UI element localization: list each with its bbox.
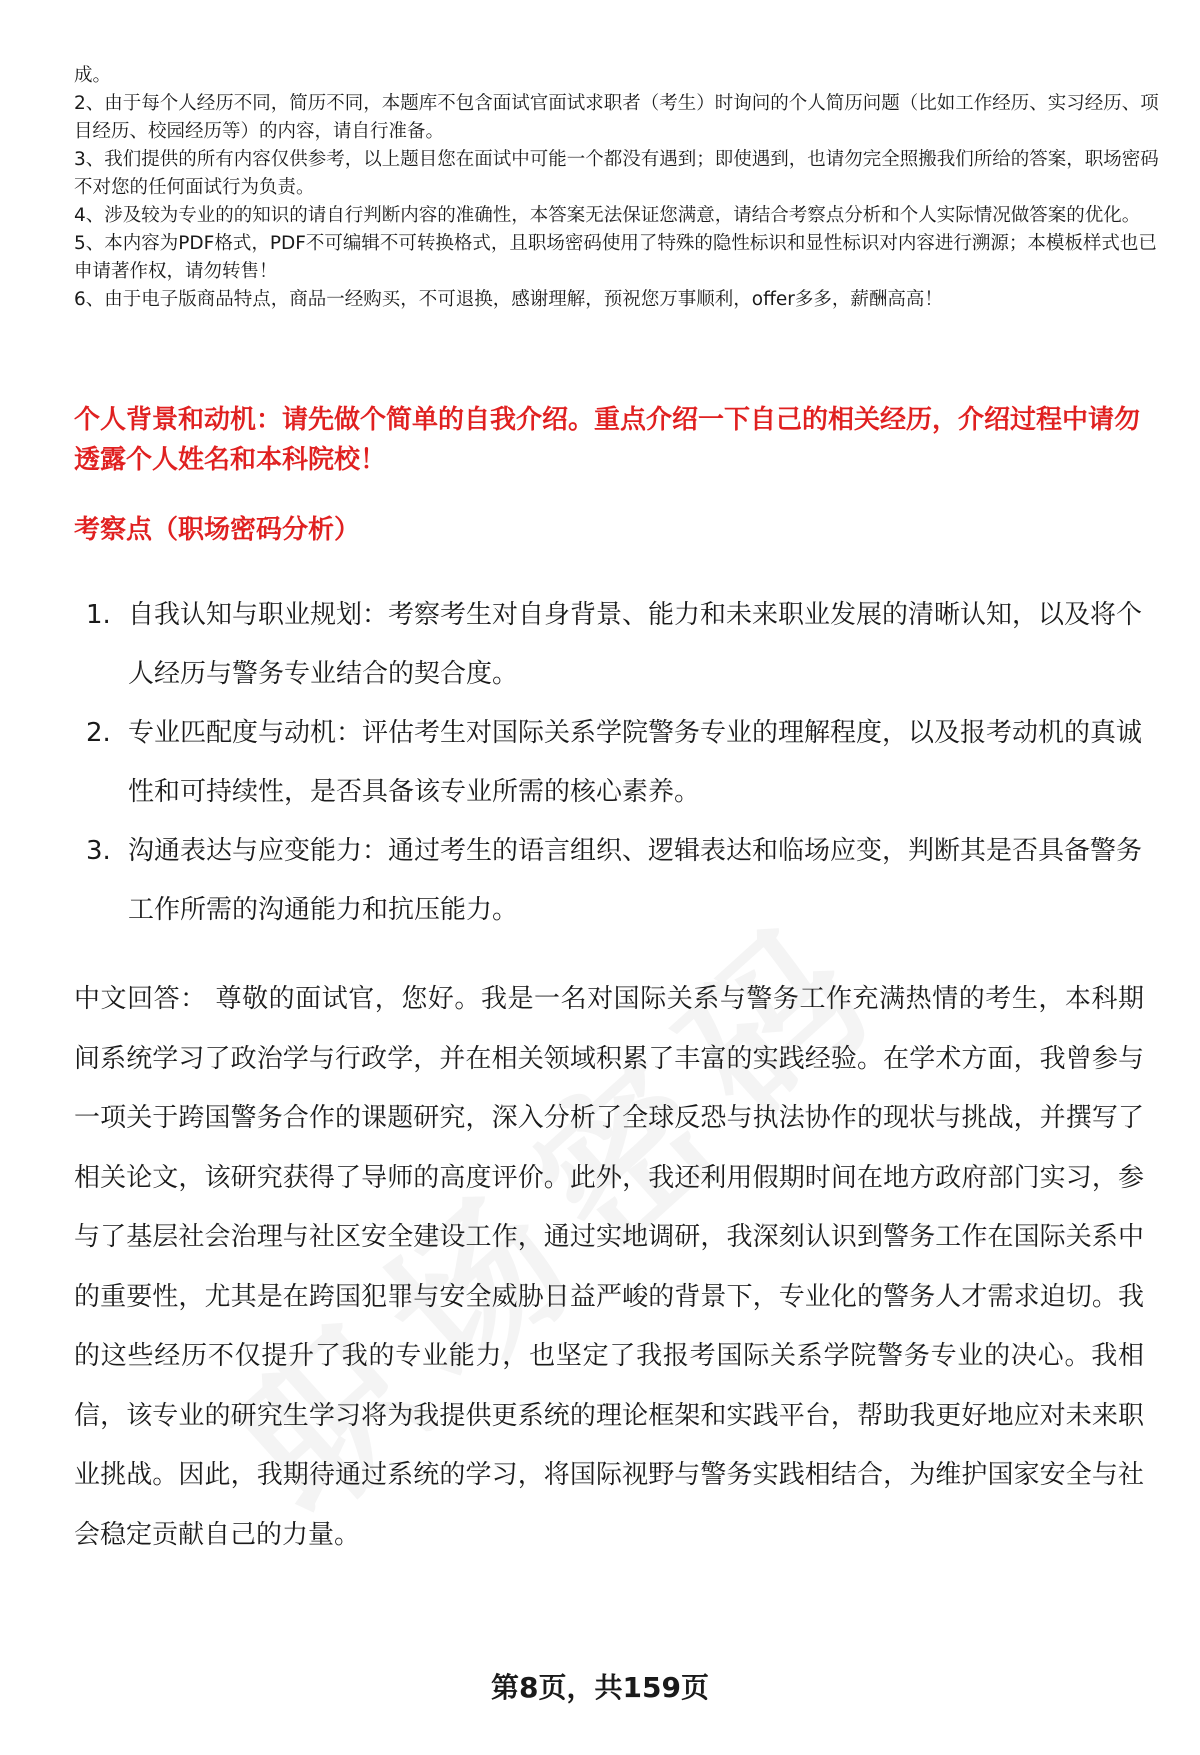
note-line: 5、本内容为PDF格式，PDF不可编辑不可转换格式，且职场密码使用了特殊的隐性标识和显性标识对内容进行溯源；本模板样式也已申请著作权，请勿转售！ bbox=[74, 233, 1157, 282]
question-heading: 个人背景和动机：请先做个简单的自我介绍。重点介绍一下自己的相关经历，介绍过程中请勿透露个人姓名和本科院校！ bbox=[74, 405, 1141, 475]
list-item-text: 自我认知与职业规划：考察考生对自身背景、能力和未来职业发展的清晰认知，以及将个人经历与警务专业结合的契合度。 bbox=[128, 600, 1143, 689]
analysis-section-title: 考察点（职场密码分析） bbox=[74, 515, 361, 545]
list-item bbox=[74, 704, 1144, 822]
page-number: 第8页，共159页 bbox=[491, 1671, 709, 1704]
list-item bbox=[74, 822, 1144, 940]
note-line: 4、涉及较为专业的的知识的请自行判断内容的准确性，本答案无法保证您满意，请结合考察点分析和个人实际情况做答案的优化。 bbox=[74, 205, 1141, 226]
note-line: 3、我们提供的所有内容仅供参考，以上题目您在面试中可能一个都没有遇到；即使遇到，也请勿完全照搬我们所给的答案，职场密码不对您的任何面试行为负责。 bbox=[74, 149, 1159, 198]
note-line: 成。 bbox=[74, 65, 112, 86]
disclaimer-notes bbox=[74, 62, 1164, 314]
list-item-number: 3. bbox=[86, 836, 111, 866]
list-item-number: 2. bbox=[86, 718, 111, 748]
list-item-number: 1. bbox=[86, 600, 111, 630]
note-line: 6、由于电子版商品特点，商品一经购买，不可退换，感谢理解，预祝您万事顺利，offer多多，薪酬高高！ bbox=[74, 289, 943, 310]
list-item-text: 专业匹配度与动机：评估考生对国际关系学院警务专业的理解程度，以及报考动机的真诚性和可持续性，是否具备该专业所需的核心素养。 bbox=[128, 718, 1143, 807]
list-item bbox=[74, 586, 1144, 704]
analysis-points-list bbox=[74, 586, 1144, 940]
answer-paragraph: 中文回答： 尊敬的面试官，您好。我是一名对国际关系与警务工作充满热情的考生，本科期间系统学习了政治学与行政学，并在相关领域积累了丰富的实践经验。在学术方面，我曾参与一项关于跨国警务合作的课题研究，深入分析了全球反恐与执法协作的现状与挑战，并撰写了相关论文，该研究获得了导师的高度评价。此外，我还利用假期时间在地方政府部门实习，参与了基层社会治理与社区安全建设工作，通过实地调研，我深刻认识到警务工作在国际关系中的重要性，尤其是在跨国犯罪与安全威胁日益严峻的背景下，专业化的警务人才需求迫切。我的这些经历不仅提升了我的专业能力，也坚定了我报考国际关系学院警务专业的决心。我相信，该专业的研究生学习将为我提供更系统的理论框架和实践平台，帮助我更好地应对未来职业挑战。因此，我期待通过系统的学习，将国际视野与警务实践相结合，为维护国家安全与社会稳定贡献自己的力量。 bbox=[74, 984, 1144, 1550]
note-line: 2、由于每个人经历不同，简历不同，本题库不包含面试官面试求职者（考生）时询问的个人简历问题（比如工作经历、实习经历、项目经历、校园经历等）的内容，请自行准备。 bbox=[74, 93, 1159, 142]
list-item-text: 沟通表达与应变能力：通过考生的语言组织、逻辑表达和临场应变，判断其是否具备警务工作所需的沟通能力和抗压能力。 bbox=[128, 836, 1143, 925]
